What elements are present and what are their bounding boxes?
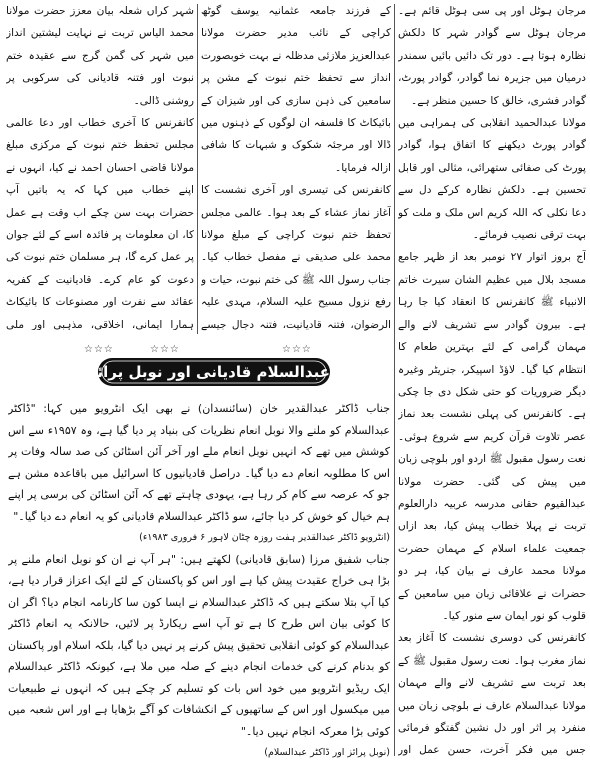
citation: (نوبل پرائز اور ڈاکٹر عبدالسلام)	[264, 747, 390, 758]
paragraph: مولانا عبدالحمید انقلابی کی ہمراہی میں گوادر پورٹ دیکھنے کا اتفاق ہوا، گوادر پورٹ کی صفائی ستھرائی، مثالی اور قابل تحسین ہے۔ دلکش نظارہ کرکے دل سے دعا نکلی کہ اللہ کریم اس ملک و ملت کو بہت ترقی نصیب فرمائے۔	[398, 117, 586, 242]
paragraph: مرجان ہوٹل اور پی سی ہوٹل قائم ہے۔ مرجان ہوٹل سے گوادر شہر کا دلکش نظارہ ہوتا ہے۔ دور تک دائیں بائیں سمندر درمیان میں جزیرہ نما گوادر، گوادر پورٹ، گوادر فشری، خالق کا حسین منظر ہے۔	[398, 5, 586, 107]
star-divider: ☆☆☆	[282, 344, 312, 355]
headline-text: ڈاکٹر عبدالسلام قادیانی اور نوبل پرائز ؟؟؟	[56, 363, 372, 381]
paragraph: آج بروز اتوار ۲۷ نومبر بعد از ظہر جامع مسجد بلال میں عظیم الشان سیرت خاتم الانبیاء ﷺ کانفرنس کا انعقاد کیا جا رہا ہے۔ بیرون گوادر سے تشریف لانے والے مہمان گرامی کے لئے بہترین طعام کا انتظام کیا گیا۔ لاؤڈ اسپیکر، جنریٹر وغیرہ دیگر ضروریات کو حتی شکل دی جا چکی ہے۔ کانفرنس کی پہلی نشست بعد نماز عصر تلاوت قرآن کریم سے شروع ہوئی۔ نعت رسول مقبول ﷺ اردو اور بلوچی زبان میں پیش کی گئی۔ حضرت مولانا عبدالقیوم حقانی مدرسہ عربیہ دارالعلوم تربت نے پہلا خطاب پیش کیا، بعد ازاں جمعیت علماء اسلام کے مہمان حضرت مولانا محمد عارف نے بیان کیا، ہر دو حضرات نے علاقائی زبان میں سامعین کے قلوب کو نور ایمان سے منور کیا۔	[398, 251, 586, 622]
column-divider	[197, 4, 198, 334]
paragraph: شہر کراں شعلہ بیان معزز حضرت مولانا محمد الیاس تربت نے نہایت لیشتین انداز میں شہر کی گمن گرج سے عقیدہ ختم نبوت اور فتنہ قادیانی کی سرکوبی پر روشنی ڈالی۔	[6, 5, 194, 107]
citation: (انٹرویو ڈاکٹر عبدالقدیر ہفت روزہ چٹان لاہور ۶ فروری ۱۹۸۳ء)	[139, 532, 390, 543]
column-middle	[201, 0, 391, 340]
star-divider: ☆☆☆	[150, 344, 180, 355]
article-body	[8, 398, 390, 758]
paragraph: جناب ڈاکٹر عبدالقدیر خان (سائنسدان) نے بھی ایک انٹرویو میں کہا: "ڈاکٹر عبدالسلام کو ملنے والا نوبل انعام نظریات کی بنیاد پر دیا گیا ہے، وہ ۱۹۵۷ء سے اس کوشش میں تھے کہ انہیں نوبل انعام ملے اور آخر آئن اسٹائن کی صد سالہ وفات پر اس کا مطلوبہ انعام دے دیا گیا۔ دراصل قادیانیوں کا اسرائیل میں باقاعدہ مشن ہے جو کہ عرصہ سے کام کر رہا ہے، یہودی چاہتے تھے کہ آئن اسٹائن کی برسی پر اپنے ہم خیال کو خوش کر دیا جائے، سو ڈاکٹر عبدالسلام قادیانی کو یہ انعام دے دیا گیا۔"	[8, 402, 390, 523]
paragraph: جناب شفیق مرزا (سابق قادیانی) لکھتے ہیں: "ہر آپ نے ان کو نوبل انعام ملنے پر بڑا ہی خراج عقیدت پیش کیا ہے اور اس کو پاکستان کے لئے ایک اعزاز قرار دیا ہے، کیا آپ بتلا سکتے ہیں کہ ڈاکٹر عبدالسلام نے ایسا کون سا کارنامہ انجام دیا؟ اگر ان کا کوئی بیان اس طرح کا ہے تو آپ اسے ریکارڈ پر لائیں، حالانکہ یہ انعام ڈاکٹر عبدالسلام کو کوئی انقلابی تحقیق پیش کرنے پر نہیں دیا گیا، بلکہ اسلام اور پاکستان کو بدنام کرنے کی خدمات انجام دینے کے صلہ میں ملا ہے، کیونکہ ڈاکٹر عبدالسلام ایک ریڈیو انٹرویو میں خود اس بات کو تسلیم کر چکے ہیں کہ انہوں نے طبیعیات میں میکسول اور اس کے ساتھیوں کے انکشافات کو آگے بڑھایا ہے اور اس شعبہ میں کوئی بڑا معرکہ انجام نہیں دیا۔"	[8, 552, 390, 738]
column-left	[6, 0, 194, 330]
paragraph: کانفرنس کی دوسری نشست کا آغاز بعد نماز مغرب ہوا۔ نعت رسول مقبول ﷺ کے بعد تربت سے تشریف لانے والے مہمان مولانا عبدالسلام عارف نے بلوچی زبان میں منفرد پر اثر اور دل نشین گفتگو فرمائی جس میں فکر آخرت، حسن عمل اور	[398, 632, 586, 757]
paragraph: کانفرنس کی تیسری اور آخری نشست کا آغاز نماز عشاء کے بعد ہوا۔ عالمی مجلس تحفظ ختم نبوت کراچی کے مبلغ مولانا محمد علی صدیقی نے مفصل خطاب کیا۔ جناب رسول اللہ ﷺ کی ختم نبوت، حیات و رفع نزول مسیح علیہ السلام، مہدی علیہ الرضوان، فتنہ قادیانیت، فتنہ دجال جیسے	[201, 184, 391, 331]
paragraph: کانفرنس کا آخری خطاب اور دعا عالمی مجلس تحفظ ختم نبوت کے مرکزی مبلغ مولانا قاضی احسان احمد نے کیا، انہوں نے اپنے خطاب میں کہا کہ یہ باتیں آپ حضرات بہت سن چکے اب وقت ہے عمل کا، ان معلومات پر فائدہ اسے کے لئے جوان پر عمل کرے گا، ہر مسلمان ختم نبوت کی دعوت کو عام کرے۔ قادیانیت کے کفریہ عقائد سے نفرت اور مصنوعات کا بائیکاٹ ہمارا ایمانی، اخلاقی، مذہبی اور ملی	[6, 117, 194, 330]
paragraph: کے فرزند جامعہ عثمانیہ یوسف گوٹھ کراچی کے نائب مدیر حضرت مولانا عبدالعزیز ملازئی مدظلہ نے بہت خوبصورت انداز سے تحفظ ختم نبوت کے مشن پر سامعین کی ذہن سازی کی اور شیزان کے بائیکاٹ کا فلسفہ ان لوگوں کے ذہنوں میں ڈالا اور مرجئہ شکوک و شبہات کا شافی ازالہ فرمایا۔	[201, 5, 391, 174]
headline-banner	[56, 357, 372, 387]
column-divider	[394, 4, 395, 756]
star-divider: ☆☆☆	[84, 344, 114, 355]
column-right	[398, 0, 586, 760]
